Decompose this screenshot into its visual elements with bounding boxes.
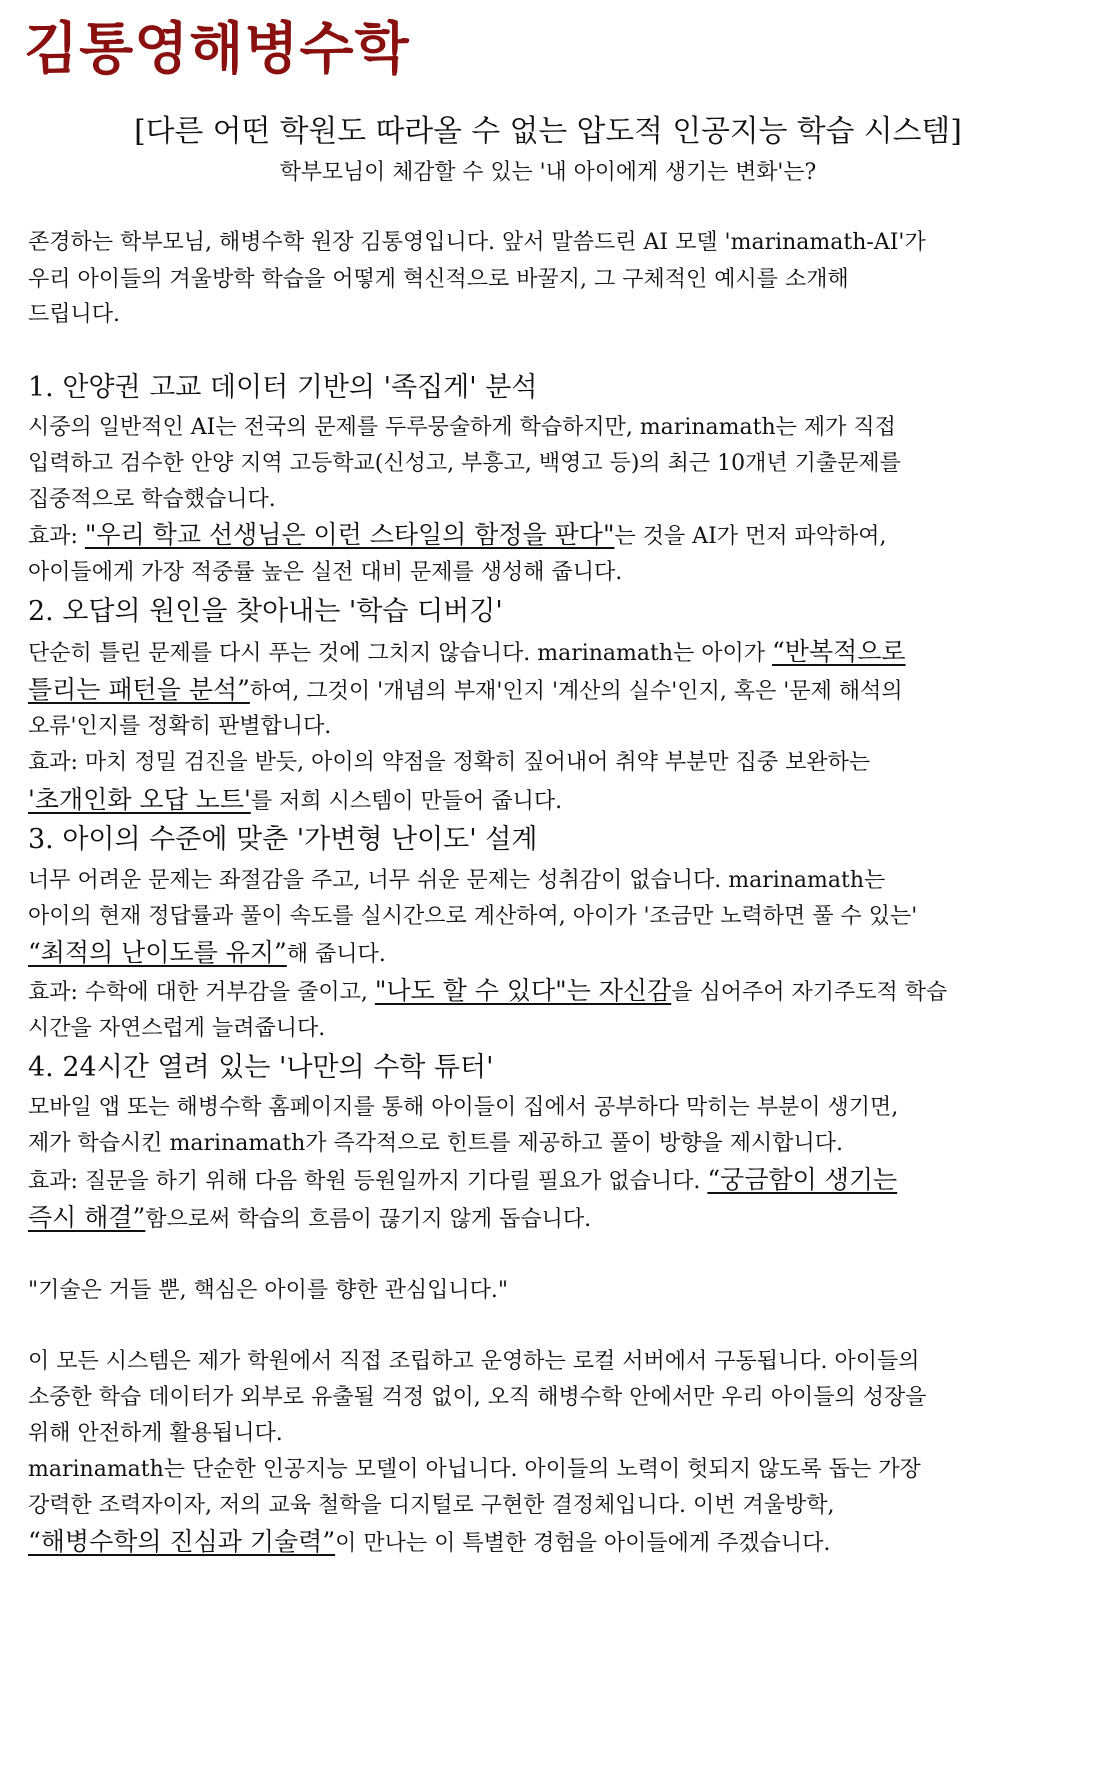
body-line <box>28 938 386 970</box>
academy-logo: 김통영해병수학 <box>24 16 410 82</box>
highlight-text: “최적의 난이도를 유지” <box>28 938 287 967</box>
highlight-text: '초개인화 오답 노트' <box>28 785 251 814</box>
body-line: 위해 안전하게 활용됩니다. <box>28 1421 283 1446</box>
body-line: 강력한 조력자이자, 저의 교육 철학을 디지털로 구현한 결정체입니다. 이번 겨울방학, <box>28 1493 835 1518</box>
body-line <box>28 1165 897 1197</box>
body-line: 제가 학습시킨 marinamath가 즉각적으로 힌트를 제공하고 풀이 방향을 제시합니다. <box>28 1131 844 1156</box>
body-line: 시간을 자연스럽게 늘려줍니다. <box>28 1016 326 1041</box>
highlight-text: 즉시 해결” <box>28 1203 146 1232</box>
body-text: 함으로써 학습의 흐름이 끊기지 않게 돕습니다. <box>145 1207 592 1232</box>
body-line <box>28 785 562 817</box>
body-line: 시중의 일반적인 AI는 전국의 문제를 두루뭉술하게 학습하지만, marinamath는 제가 직접 <box>28 415 896 440</box>
highlight-text: “반복적으로 <box>772 637 906 666</box>
body-line <box>28 1203 591 1235</box>
quote-line: "기술은 거들 뿐, 핵심은 아이를 향한 관심입니다." <box>28 1278 508 1303</box>
body-text: 이 만나는 이 특별한 경험을 아이들에게 주겠습니다. <box>335 1531 831 1556</box>
body-line: 소중한 학습 데이터가 외부로 유출될 걱정 없이, 오직 해병수학 안에서만 우리 아이들의 성장을 <box>28 1385 927 1410</box>
document-subtitle: 학부모님이 체감할 수 있는 '내 아이에게 생기는 변화'는? <box>279 160 817 185</box>
body-text: 를 저희 시스템이 만들어 줍니다. <box>250 789 563 814</box>
body-line: 집중적으로 학습했습니다. <box>28 487 276 512</box>
body-text: 효과: 수학에 대한 거부감을 줄이고, <box>28 980 375 1005</box>
body-line: 모바일 앱 또는 해병수학 홈페이지를 통해 아이들이 집에서 공부하다 막히는 부분이 생기면, <box>28 1095 899 1120</box>
body-line: 너무 어려운 문제는 좌절감을 주고, 너무 쉬운 문제는 성취감이 없습니다. marinamath는 <box>28 868 886 893</box>
section-heading: 3. 아이의 수준에 맞춘 '가변형 난이도' 설계 <box>28 824 538 855</box>
body-line <box>28 520 887 552</box>
body-text: 을 심어주어 자기주도적 학습 <box>671 980 948 1005</box>
intro-line: 우리 아이들의 겨울방학 학습을 어떻게 혁신적으로 바꿀지, 그 구체적인 예시를 소개해 <box>28 267 849 292</box>
section-heading: 4. 24시간 열려 있는 '나만의 수학 튜터' <box>28 1052 494 1083</box>
highlight-text: 틀리는 패턴을 분석” <box>28 675 250 704</box>
body-text: 단순히 틀린 문제를 다시 푸는 것에 그치지 않습니다. marinamath는 아이가 <box>28 641 773 666</box>
highlight-text: "우리 학교 선생님은 이런 스타일의 함정을 판다" <box>84 520 615 549</box>
body-line <box>28 637 906 669</box>
body-text: 해 줍니다. <box>286 942 386 967</box>
body-line <box>28 1527 830 1559</box>
highlight-text: “궁금함이 생기는 <box>707 1165 898 1194</box>
body-line: 아이의 현재 정답률과 풀이 속도를 실시간으로 계산하여, 아이가 '조금만 노력하면 풀 수 있는' <box>28 904 918 929</box>
section-heading: 2. 오답의 원인을 찾아내는 '학습 디버깅' <box>28 596 503 627</box>
intro-line: 드립니다. <box>28 302 121 327</box>
document-title: [다른 어떤 학원도 따라올 수 없는 압도적 인공지능 학습 시스템] <box>134 114 962 149</box>
intro-line: 존경하는 학부모님, 해병수학 원장 김통영입니다. 앞서 말씀드린 AI 모델 'marinamath-AI'가 <box>28 230 926 255</box>
section-heading: 1. 안양권 고교 데이터 기반의 '족집게' 분석 <box>28 372 538 403</box>
body-line: 입력하고 검수한 안양 지역 고등학교(신성고, 부흥고, 백영고 등)의 최근 10개년 기출문제를 <box>28 451 901 476</box>
body-line: 효과: 마치 정밀 검진을 받듯, 아이의 약점을 정확히 짚어내어 취약 부분만 집중 보완하는 <box>28 750 871 775</box>
body-text: 는 것을 AI가 먼저 파악하여, <box>614 524 887 549</box>
body-line <box>28 675 903 707</box>
body-line: 아이들에게 가장 적중률 높은 실전 대비 문제를 생성해 줍니다. <box>28 560 623 585</box>
body-text: 효과: 질문을 하기 위해 다음 학원 등원일까지 기다릴 필요가 없습니다. <box>28 1169 708 1194</box>
body-line: 오류'인지를 정확히 판별합니다. <box>28 714 332 739</box>
body-line <box>28 976 947 1008</box>
body-line: marinamath는 단순한 인공지능 모델이 아닙니다. 아이들의 노력이 헛되지 않도록 돕는 가장 <box>28 1457 921 1482</box>
body-text: 하여, 그것이 '개념의 부재'인지 '계산의 실수'인지, 혹은 '문제 해석의 <box>249 679 903 704</box>
body-line: 이 모든 시스템은 제가 학원에서 직접 조립하고 운영하는 로컬 서버에서 구동됩니다. 아이들의 <box>28 1349 920 1374</box>
effect-label: 효과: <box>28 524 85 549</box>
highlight-text: "나도 할 수 있다"는 자신감 <box>374 976 672 1005</box>
highlight-text: “해병수학의 진심과 기술력” <box>28 1527 336 1556</box>
